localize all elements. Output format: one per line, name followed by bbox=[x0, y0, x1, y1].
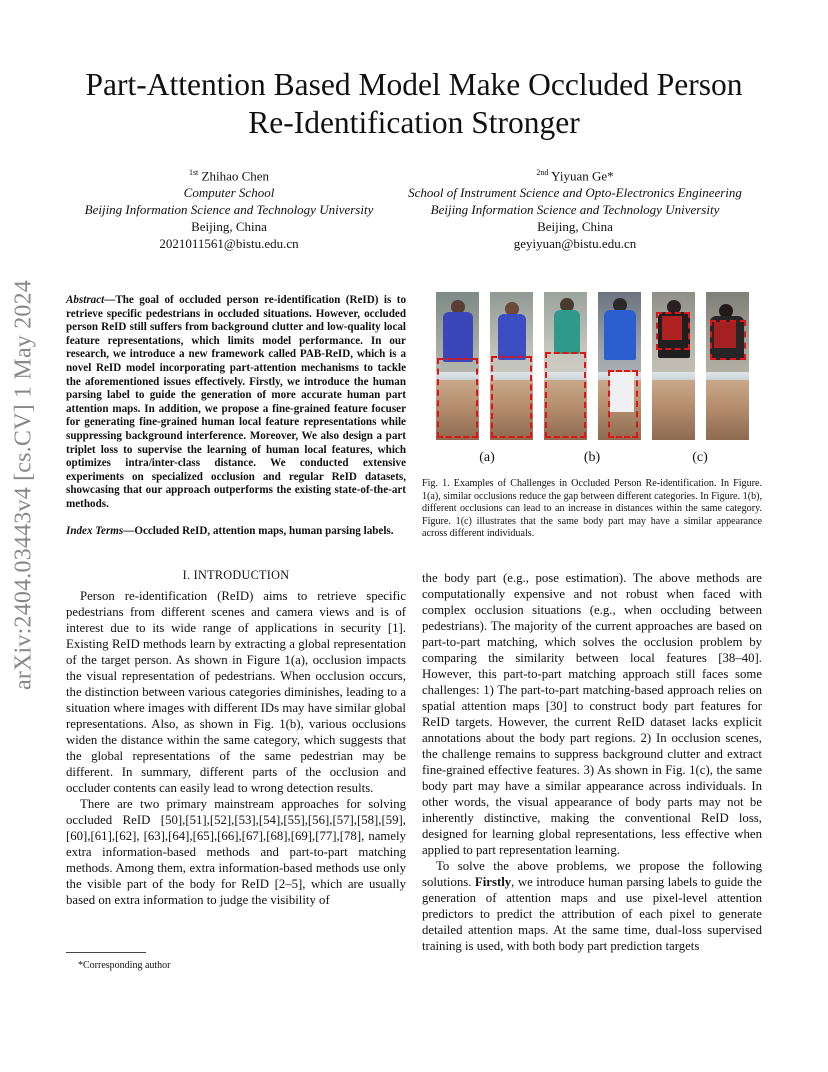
figure-label-a: (a) bbox=[479, 450, 495, 465]
footnote-rule bbox=[66, 952, 146, 953]
section-heading: I. INTRODUCTION bbox=[182, 568, 290, 582]
figure-1 bbox=[430, 292, 750, 465]
author-email[interactable]: geyiyuan@bistu.edu.cn bbox=[513, 236, 637, 252]
abstract bbox=[66, 294, 406, 512]
figure-photo-1 bbox=[436, 292, 479, 440]
index-terms-label: Index Terms bbox=[66, 525, 124, 537]
author-email[interactable]: 2021011561@bistu.edu.cn bbox=[159, 236, 299, 252]
figure-label-c: (c) bbox=[692, 450, 708, 465]
title-line-1: Part-Attention Based Model Make Occluded Person bbox=[85, 67, 743, 102]
author-city: Beijing, China bbox=[537, 219, 613, 235]
paragraph: Person re-identification (ReID) aims to retrieve specific pedestrians from different scenes and camera views and is of interest due to its wide range of applications in security [1]. Existing ReID methods learn by extracting a global representation of the target person. As shown in Figure 1(a), occlusion impacts the visual representation of pedestrians. When occlusion occurs, the distinction between various categories diminishes, leading to a situation where images with different IDs may have similar global representations. Also, as shown in Fig. 1(b), various occlusions widen the distance within the same category, which suggests that the global representations of the same pedestrian may be different. In summary, different parts of the occlusion and occluder contents can easily lead to wrong detection results. bbox=[66, 589, 406, 795]
author-city: Beijing, China bbox=[191, 219, 267, 235]
arxiv-identifier: arXiv:2404.03443v4 [cs.CV] 1 May 2024 bbox=[10, 279, 37, 691]
left-column-text bbox=[66, 588, 406, 908]
title-line-2: Re-Identification Stronger bbox=[248, 105, 580, 140]
paragraph: the body part (e.g., pose estimation). The above methods are computationally expensive and not robust when faced with complex occlusion situations (e.g., when occluding between pedestrians). The majority of the current approaches are based on part-to-part matching, which solves the occlusion problem by comparing the similarity between local features [38–40]. However, this part-to-part matching approach still faces some challenges: 1) The part-to-part matching-based approach relies on spatial attention maps [30] to construct body part features for ReID targets. However, the current ReID dataset lacks explicit annotations about the body part regions. 2) In occlusion scenes, the challenge remains to suppress background clutter and extract fine-grained effective features. 3) As shown in Fig. 1(c), the same body part may have a similar appearance across individuals. In other words, the visual appearance of body parts may not be inherently distinctive, making the conventional ReID loss, designed for learning global representations, less effective when applied to part representation learning. bbox=[422, 571, 762, 857]
author-dept: School of Instrument Science and Opto-Electronics Engineering bbox=[408, 185, 742, 201]
figure-photo-5 bbox=[652, 292, 695, 440]
author-org: Beijing Information Science and Technology University bbox=[430, 202, 720, 218]
author-org: Beijing Information Science and Technology University bbox=[84, 202, 374, 218]
figure-caption: Fig. 1. Examples of Challenges in Occluded Person Re-identification. In Figure. 1(a), similar occlusions reduce the gap between different categories. In Figure. 1(b), different occlusions can lead to an increase in distances within the same category. Figure. 1(c) illustrates that the same body part may have a similar appearance across different individuals. bbox=[422, 478, 762, 540]
author-name: $^{2nd}$ Yiyuan Ge* bbox=[536, 168, 614, 184]
footnote: *Corresponding author bbox=[78, 960, 171, 971]
author-block-2 bbox=[388, 164, 762, 252]
paragraph: There are two primary mainstream approaches for solving occluded ReID [50],[51],[52],[53],[54],[55],[56],[57],[58],[59],[60],[61],[62], [63],[64],[65],[66],[67],[68],[69],[77],[78], namely extra information-based methods and part-to-part matching methods. Among them, extra information-based methods use only the visible part of the body for ReID [2–5], which are usually based on extra information to judge the visibility of bbox=[66, 797, 406, 907]
index-terms bbox=[66, 525, 406, 539]
figure-label-b: (b) bbox=[583, 450, 601, 465]
figure-photo-3 bbox=[544, 292, 587, 440]
paper-title bbox=[50, 66, 778, 142]
figure-photo-2 bbox=[490, 292, 533, 440]
emphasis-firstly: Firstly bbox=[474, 875, 512, 889]
author-name: $^{1st}$ Zhihao Chen bbox=[188, 168, 270, 184]
paragraph: To solve the above problems, we propose the following solutions. Firstly, we introduce human parsing labels to guide the generation of attention maps and use pixel-level attention predictors to predict the attribution of each pixel to generate detailed attention maps. At the same time, dual-loss supervised training is used, with both body part prediction targets bbox=[422, 859, 762, 953]
figure-photo-4 bbox=[598, 292, 641, 440]
author-block-1 bbox=[64, 164, 394, 252]
abstract-label: Abstract bbox=[66, 294, 105, 306]
abstract-text: —The goal of occluded person re-identification (ReID) is to retrieve specific pedestrians in occluded situations. However, occluded person ReID still suffers from background clutter and low-quality local feature representations, which limits model performance. In our research, we introduce a new framework called PAB-ReID, which is a novel ReID model incorporating part-attention mechanisms to tackle the aforementioned issues effectively. Firstly, we introduce the human parsing label to guide the generation of more accurate human part attention maps. In addition, we propose a fine-grained feature focuser for generating fine-grained human local feature representations while suppressing background interference. Moreover, We also design a part triplet loss to supervise the learning of human local features, which optimizes intra/inter-class distance. We conducted extensive experiments on specialized occlusion and regular ReID datasets, showcasing that our approach outperforms the existing state-of-the-art methods. bbox=[66, 294, 406, 510]
index-terms-text: —Occluded ReID, attention maps, human parsing labels. bbox=[123, 525, 394, 537]
author-dept: Computer School bbox=[183, 185, 275, 201]
right-column-text bbox=[422, 570, 762, 954]
figure-photo-6 bbox=[706, 292, 749, 440]
